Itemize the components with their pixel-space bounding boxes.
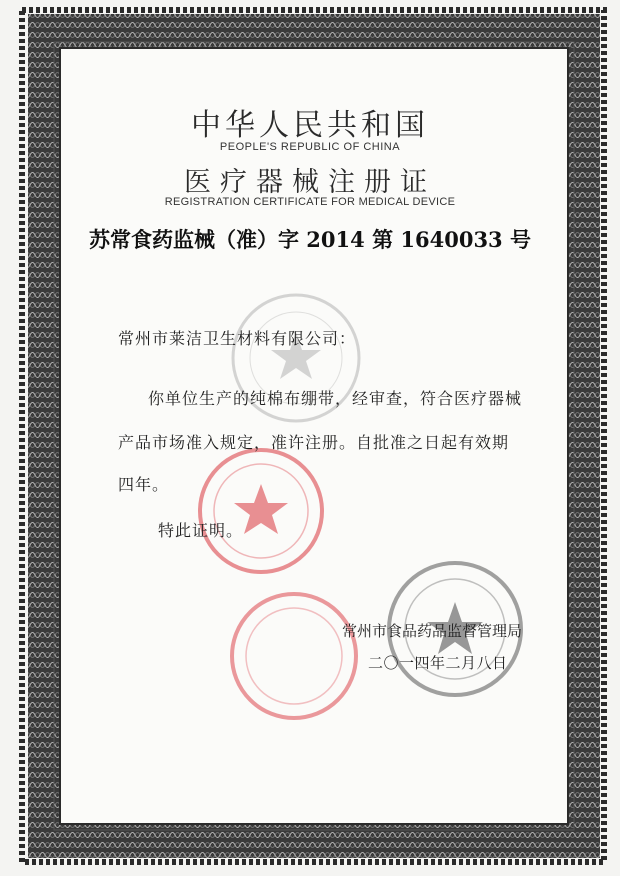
body-line-1: 你单位生产的纯棉布绷带，经审查，符合医疗器械 xyxy=(148,389,523,408)
closing-statement: 特此证明。 xyxy=(158,521,244,540)
body-line-3: 四年。 xyxy=(118,475,170,494)
country-title-en: PEOPLE'S REPUBLIC OF CHINA xyxy=(219,141,401,153)
certificate-title-cn: 医疗器械注册证 xyxy=(184,167,436,198)
registration-number: 苏常食药监械（准）字 2014 第 1640033 号 xyxy=(89,227,531,252)
issuing-authority: 常州市食品药品监督管理局 xyxy=(342,622,523,640)
country-title-cn: 中华人民共和国 xyxy=(191,108,429,143)
certificate-title-en: REGISTRATION CERTIFICATE FOR MEDICAL DEVICE xyxy=(164,196,456,208)
issue-date: 二〇一四年二月八日 xyxy=(368,654,508,672)
body-line-2: 产品市场准入规定，准许注册。自批准之日起有效期 xyxy=(118,433,510,452)
addressee: 常州市莱洁卫生材料有限公司： xyxy=(118,329,357,348)
